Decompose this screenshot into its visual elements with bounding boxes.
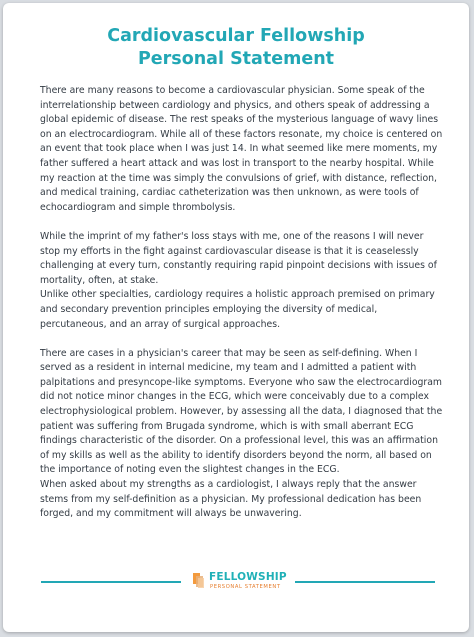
footer-divider-left — [41, 581, 181, 583]
page-title — [3, 25, 469, 71]
footer — [3, 570, 469, 594]
footer-divider-right — [295, 581, 435, 583]
document-page — [3, 3, 469, 632]
paragraph-spacer — [40, 332, 444, 347]
statement-body — [40, 84, 444, 522]
page-title-line-1: Cardiovascular Fellowship — [107, 26, 365, 46]
paragraph-3: Unlike other specialties, cardiology requires a holistic approach premised on primary and secondary prevention principles employing the diversity of medical, percutaneous, and an array of surgical approaches. — [40, 289, 435, 330]
paragraph-2: While the imprint of my father's loss stays with me, one of the reasons I will never stop my efforts in the fight against cardiovascular disease is that it is ceaselessly challenging at every turn, constantly requiring rapid pinpoint decisions with issues of mortality, often, at stake. — [40, 230, 437, 286]
page-title-line-2: Personal Statement — [137, 49, 335, 69]
fellowship-logo — [193, 570, 293, 594]
logo-wordmark: FELLOWSHIP — [209, 571, 287, 583]
paragraph-5: When asked about my strengths as a cardiologist, I always reply that the answer stems from my self-definition as a physician. My professional dedication has been forged, and my commitment will always be unwavering. — [40, 479, 422, 520]
paragraph-4: There are cases in a physician's career that may be seen as self-defining. When I served as a resident in internal medicine, my team and I admitted a patient with palpitations and presyncope-like symptoms. Everyone who saw the electrocardiogram did not notice minor changes in the ECG, which were conceivably due to a complex electrophysiological problem. However, by assessing all the data, I diagnosed that the patient was suffering from Brugada syndrome, which is with small aberrant ECG findings characteristic of the disorder. On a professional level, this was an affirmation of my skills as well as the ability to identify disorders beyond the norm, all based on the importance of noting even the slightest changes in the ECG. — [40, 347, 443, 476]
paragraph-spacer — [40, 215, 444, 230]
fellowship-logo-icon — [193, 573, 205, 589]
paragraph-1: There are many reasons to become a cardiovascular physician. Some speak of the interrelationship between cardiology and physics, and others speak of addressing a global epidemic of disease. The rest speaks of the mysterious language of wavy lines on an electrocardiogram. While all of these factors resonate, my choice is centered on an event that took place when I was just 14. In what seemed like mere moments, my father suffered a heart attack and was lost in transport to the nearby hospital. While my reaction at the time was simply the convulsions of grief, with distance, reflection, and medical training, cardiac catheterization was then unknown, as were tools of echocardiogram and simple thrombolysis. — [40, 85, 443, 213]
logo-tagline: PERSONAL STATEMENT — [210, 584, 281, 590]
